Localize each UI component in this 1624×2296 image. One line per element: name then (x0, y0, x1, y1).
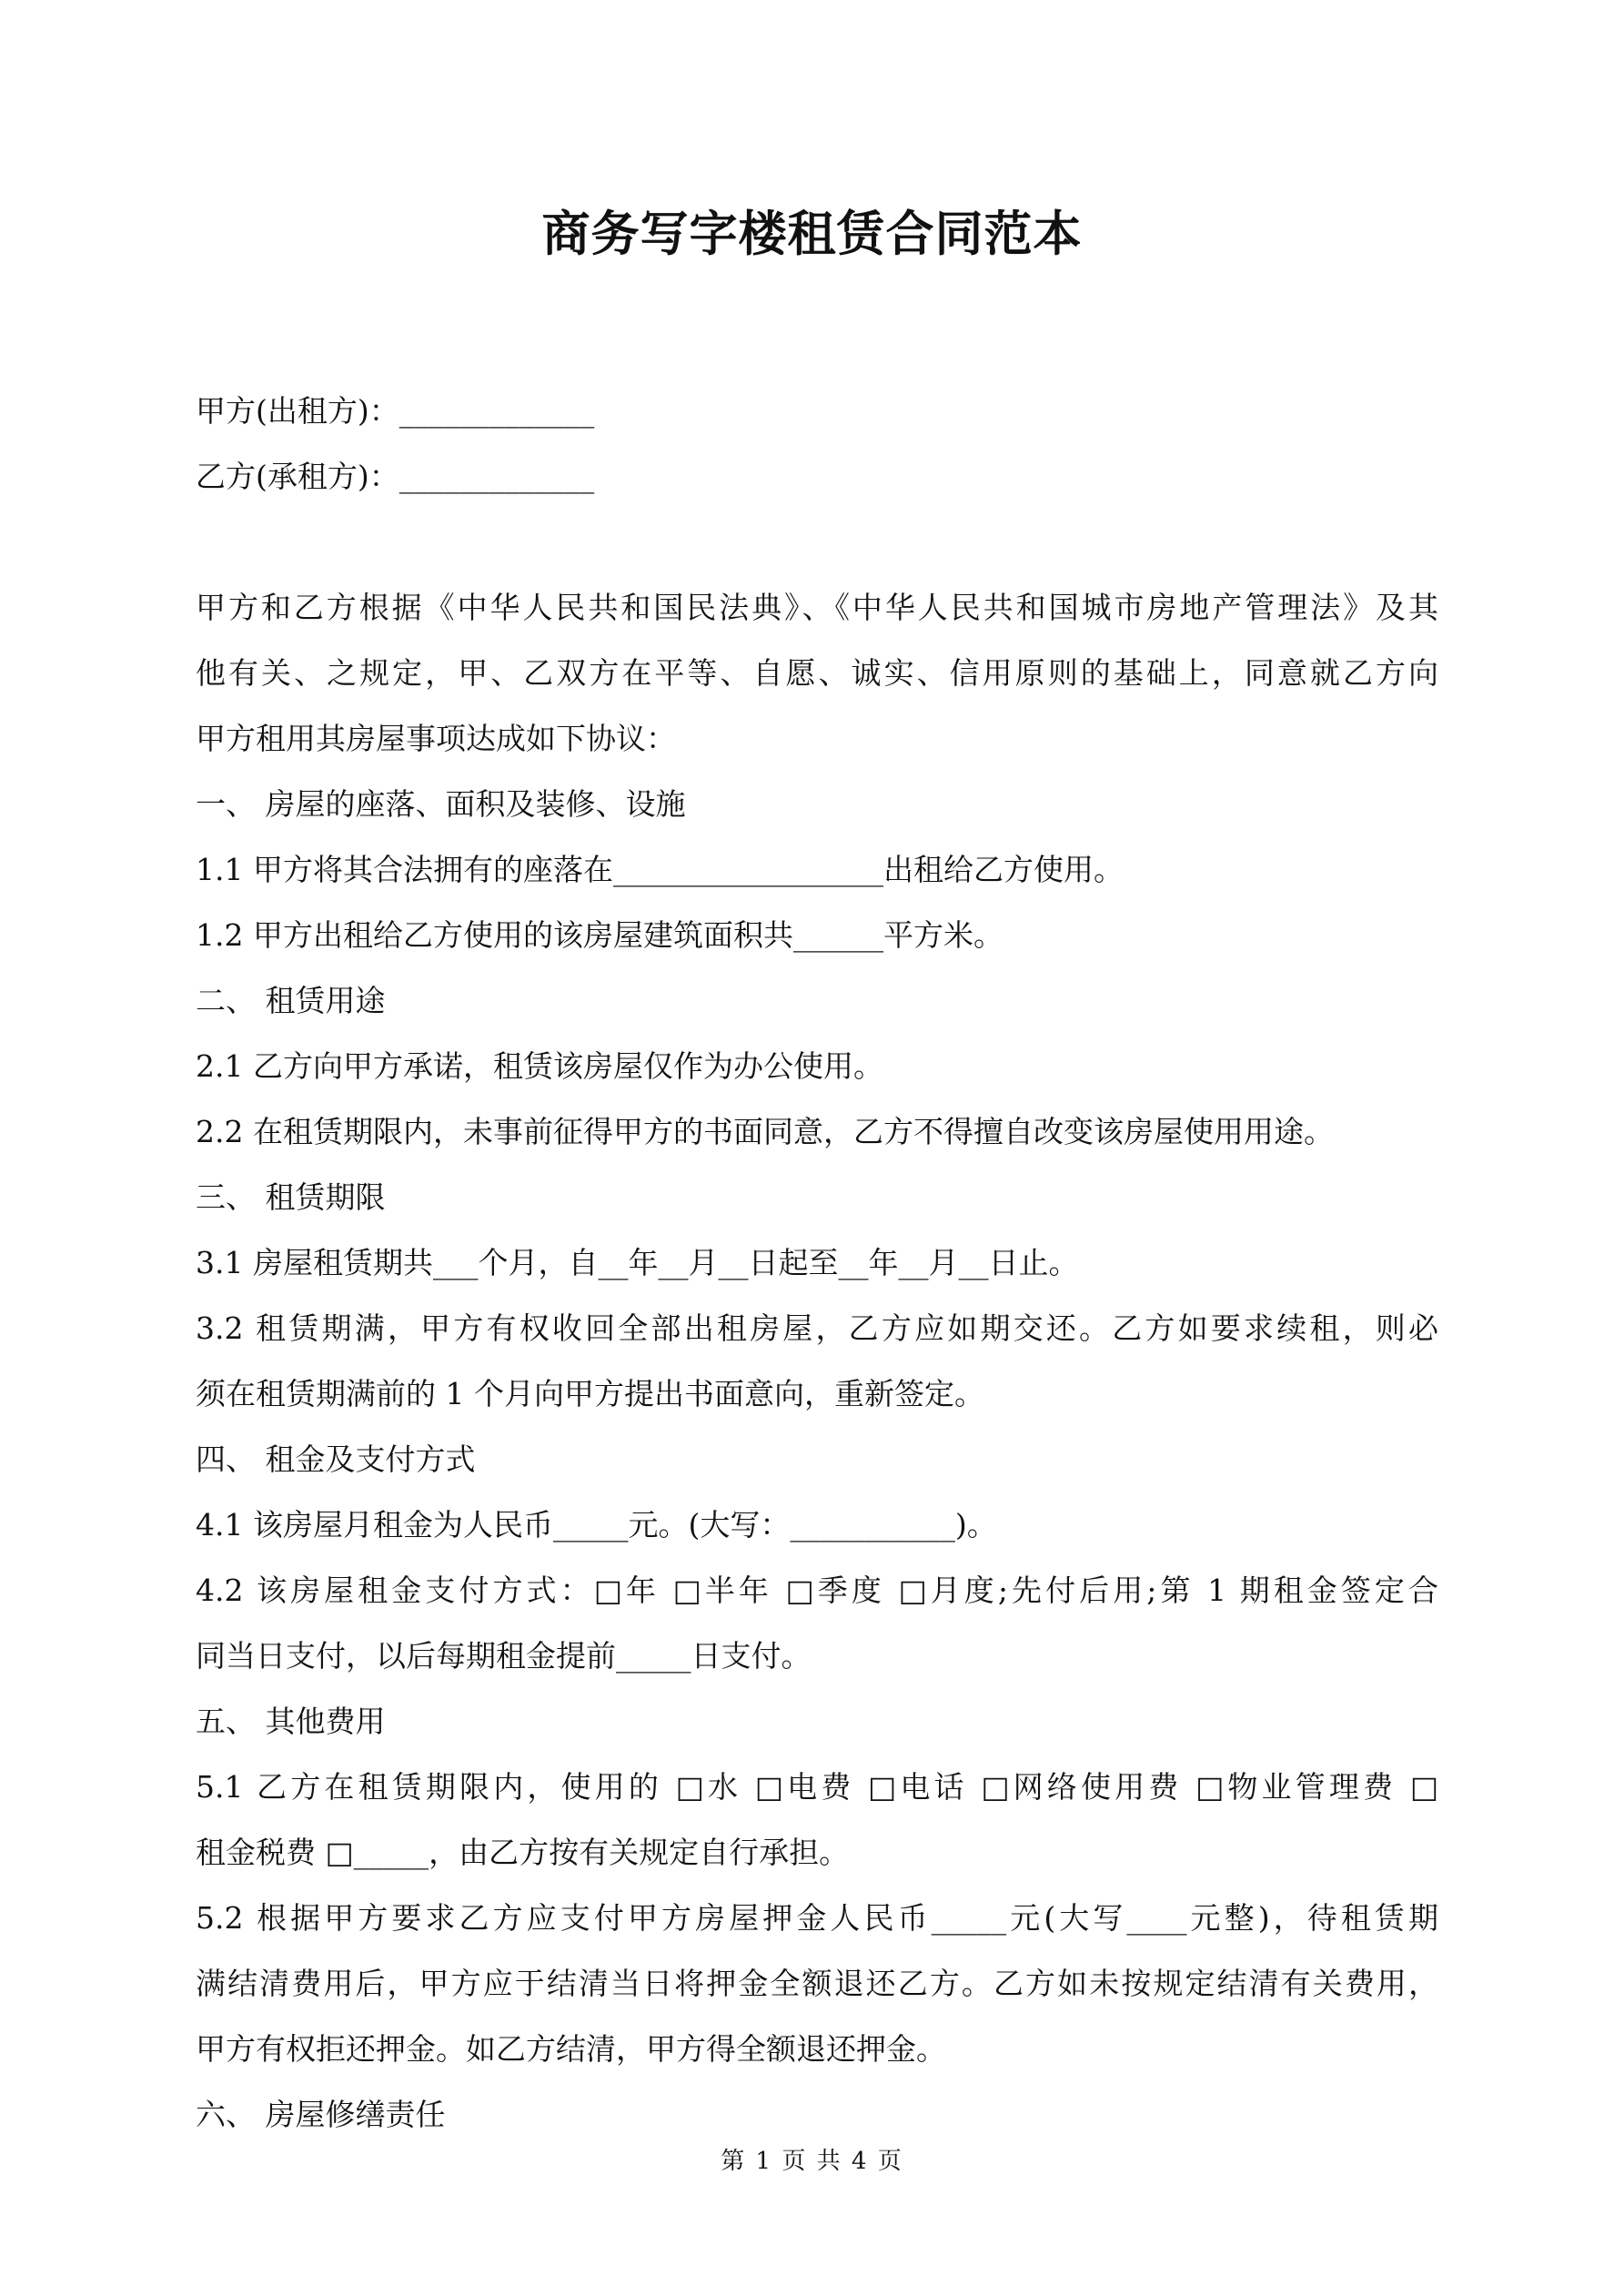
intro-line-3: 甲方租用其房屋事项达成如下协议： (196, 721, 676, 756)
section-3-heading: 三、 租赁期限 (196, 1179, 386, 1215)
clause-4-1: 4.1 该房屋月租金为人民币_____元。(大写：___________)。 (196, 1507, 997, 1542)
clause-4-2-line-2: 同当日支付，以后每期租金提前_____日支付。 (196, 1638, 812, 1674)
document-body (196, 379, 1438, 2148)
paragraph-gap (196, 510, 1438, 575)
clause-4-2-line-1: 4.2 该房屋租金支付方式：□年 □半年 □季度 □月度;先付后用;第 1 期租金签定合 (196, 1573, 1438, 1608)
clause-5-2-line-2: 满结清费用后，甲方应于结清当日将押金全额退还乙方。乙方如未按规定结清有关费用， (196, 1966, 1438, 2001)
intro-line-1: 甲方和乙方根据《中华人民共和国民法典》、《中华人民共和国城市房地产管理法》及其 (196, 590, 1438, 625)
section-5-heading: 五、 其他费用 (196, 1704, 386, 1739)
clause-3-1: 3.1 房屋租赁期共___个月，自__年__月__日起至__年__月__日止。 (196, 1245, 1079, 1280)
document-title: 商务写字楼租赁合同范本 (541, 206, 1083, 262)
clause-3-2-line-2: 须在租赁期满前的 1 个月向甲方提出书面意向，重新签定。 (196, 1376, 984, 1411)
page-footer: 第 1 页 共 4 页 (721, 2148, 903, 2175)
clause-1-1: 1.1 甲方将其合法拥有的座落在__________________出租给乙方使用。 (196, 852, 1124, 887)
clause-5-1-line-2: 租金税费 □_____，由乙方按有关规定自行承担。 (196, 1835, 850, 1870)
clause-5-2-line-3: 甲方有权拒还押金。如乙方结清，甲方得全额退还押金。 (196, 2031, 946, 2067)
party-a-line: 甲方(出租方)：_____________ (196, 393, 595, 429)
section-4-heading: 四、 租金及支付方式 (196, 1441, 476, 1477)
clause-5-2-line-1: 5.2 根据甲方要求乙方应支付甲方房屋押金人民币_____元(大写____元整)，待租赁期 (196, 1900, 1438, 1936)
clause-1-2: 1.2 甲方出租给乙方使用的该房屋建筑面积共______平方米。 (196, 917, 1004, 953)
clause-5-1-line-1: 5.1 乙方在租赁期限内，使用的 □水 □电费 □电话 □网络使用费 □物业管理费 □ (196, 1769, 1438, 1805)
section-2-heading: 二、 租赁用途 (196, 983, 386, 1018)
section-1-heading: 一、 房屋的座落、面积及装修、设施 (196, 786, 686, 822)
section-6-heading: 六、 房屋修缮责任 (196, 2097, 446, 2132)
clause-2-1: 2.1 乙方向甲方承诺，租赁该房屋仅作为办公使用。 (196, 1048, 883, 1084)
clause-3-2-line-1: 3.2 租赁期满，甲方有权收回全部出租房屋，乙方应如期交还。乙方如要求续租，则必 (196, 1310, 1438, 1346)
intro-line-2: 他有关、之规定，甲、乙双方在平等、自愿、诚实、信用原则的基础上，同意就乙方向 (196, 655, 1438, 691)
party-b-line: 乙方(承租方)：_____________ (196, 459, 595, 494)
clause-2-2: 2.2 在租赁期限内，未事前征得甲方的书面同意，乙方不得擅自改变该房屋使用用途。 (196, 1114, 1334, 1149)
